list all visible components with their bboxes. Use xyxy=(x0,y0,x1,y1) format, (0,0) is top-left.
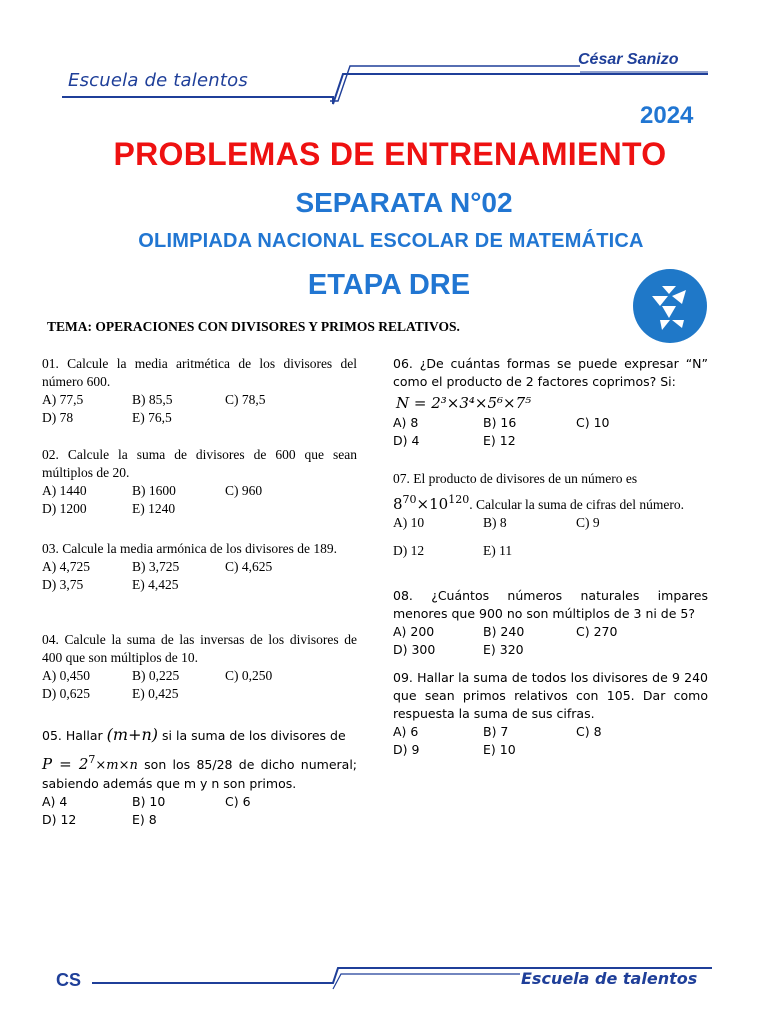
problem-07-statement-a: 07. El producto de divisores de un número es xyxy=(393,471,638,486)
problem-02 xyxy=(42,446,357,518)
problem-05-expr-rest: ×m×n xyxy=(95,758,138,773)
problem-01-statement: 01. Calcule la media aritmética de los divisores del número 600. xyxy=(42,356,357,389)
option-a: A) 4 xyxy=(42,794,68,809)
problem-05 xyxy=(42,726,357,829)
problem-07-text-b: . Calcular la suma de cifras del número. xyxy=(469,497,684,512)
option-c: C) 8 xyxy=(576,724,602,739)
option-e: E) 10 xyxy=(483,742,516,757)
problem-05-text-a: 05. Hallar xyxy=(42,728,103,743)
problem-03-statement: 03. Calcule la media armónica de los divisores de 189. xyxy=(42,541,338,556)
problem-06-statement: 06. ¿De cuántas formas se puede expresar “N” como el producto de 2 factores coprimos? Si: xyxy=(393,356,708,389)
option-a: A) 8 xyxy=(393,415,419,430)
problem-05-expr-p xyxy=(42,755,138,773)
option-c: C) 6 xyxy=(225,794,251,809)
problem-08 xyxy=(393,587,708,659)
brand-header-left: Escuela de talentos xyxy=(68,70,248,91)
option-c: C) 78,5 xyxy=(225,392,266,407)
option-a: A) 0,450 xyxy=(42,668,90,683)
footer-brand: Escuela de talentos xyxy=(521,969,698,988)
problem-01-options xyxy=(42,391,357,427)
problem-06 xyxy=(393,355,708,450)
problem-05-expr-exp: 7 xyxy=(88,753,96,766)
option-b: B) 16 xyxy=(483,415,517,430)
option-d: D) 12 xyxy=(42,812,77,827)
problem-05-statement xyxy=(42,726,357,793)
problem-07-options xyxy=(393,514,708,560)
problem-07-statement-b xyxy=(393,491,708,514)
option-e: E) 76,5 xyxy=(132,410,172,425)
problem-05-expr-a: (m+n) xyxy=(106,725,159,744)
option-e: E) 8 xyxy=(132,812,157,827)
problem-05-text-b: si la suma de los divisores de xyxy=(162,728,346,743)
page-title: PROBLEMAS DE ENTRENAMIENTO xyxy=(113,136,667,172)
option-d: D) 0,625 xyxy=(42,686,90,701)
problem-04-options xyxy=(42,667,357,703)
problem-02-options xyxy=(42,482,357,518)
problem-09-options xyxy=(393,723,708,759)
problem-05-options xyxy=(42,793,357,829)
option-b: B) 3,725 xyxy=(132,559,180,574)
problem-07-base-a: 8 xyxy=(393,495,403,513)
option-a: A) 200 xyxy=(393,624,435,639)
problem-06-expr: N = 2³×3⁴×5⁶×7⁵ xyxy=(396,394,532,412)
footer-initials: CS xyxy=(56,970,82,990)
problem-01 xyxy=(42,355,357,427)
subtitle: SEPARATA N°02 xyxy=(295,187,513,218)
option-c: C) 270 xyxy=(576,624,618,639)
stage-title: ETAPA DRE xyxy=(307,269,471,301)
option-e: E) 11 xyxy=(483,543,513,558)
problem-04-statement: 04. Calcule la suma de las inversas de los divisores de 400 que son múltiplos de 10. xyxy=(42,632,357,665)
problem-07-exp-b: 120 xyxy=(448,493,470,506)
problem-05-expr-base: P = 2 xyxy=(42,755,89,773)
option-a: A) 6 xyxy=(393,724,419,739)
option-d: D) 4 xyxy=(393,433,420,448)
problem-06-options xyxy=(393,414,708,450)
option-a: A) 10 xyxy=(393,515,425,530)
option-d: D) 12 xyxy=(393,543,425,558)
topic-line: TEMA: OPERACIONES CON DIVISORES Y PRIMOS RELATIVOS. xyxy=(47,319,460,334)
problem-07-base-b: ×10 xyxy=(416,495,449,513)
option-a: A) 1440 xyxy=(42,483,87,498)
option-a: A) 4,725 xyxy=(42,559,90,574)
problem-07-expr xyxy=(393,495,469,513)
problem-05-text-c: son los 85/28 de dicho numeral; sabiendo además que m y n son primos. xyxy=(42,757,358,791)
option-c: C) 9 xyxy=(576,515,600,530)
option-c: C) 4,625 xyxy=(225,559,273,574)
option-e: E) 4,425 xyxy=(132,577,179,592)
problem-09 xyxy=(393,669,708,759)
problem-09-statement: 09. Hallar la suma de todos los divisores de 9 240 que sean primos relativos con 105. Dar como respuesta la suma de sus cifras. xyxy=(393,670,708,721)
option-e: E) 1240 xyxy=(132,501,176,516)
option-d: D) 1200 xyxy=(42,501,87,516)
option-e: E) 12 xyxy=(483,433,516,448)
option-b: B) 0,225 xyxy=(132,668,180,683)
problem-07 xyxy=(393,470,708,560)
option-b: B) 240 xyxy=(483,624,525,639)
problem-08-statement: 08. ¿Cuántos números naturales impares menores que 900 no son múltiplos de 3 ni de 5? xyxy=(393,588,708,621)
year: 2024 xyxy=(640,102,694,129)
option-d: D) 300 xyxy=(393,642,436,657)
problem-02-statement: 02. Calcule la suma de divisores de 600 que sean múltiplos de 20. xyxy=(42,447,357,480)
option-b: B) 7 xyxy=(483,724,509,739)
problem-07-exp-a: 70 xyxy=(402,493,417,506)
problem-08-options xyxy=(393,623,708,659)
option-e: E) 0,425 xyxy=(132,686,179,701)
option-b: B) 10 xyxy=(132,794,166,809)
option-a: A) 77,5 xyxy=(42,392,84,407)
option-b: B) 8 xyxy=(483,515,507,530)
option-c: C) 10 xyxy=(576,415,610,430)
option-d: D) 78 xyxy=(42,410,74,425)
option-b: B) 85,5 xyxy=(132,392,173,407)
option-d: D) 9 xyxy=(393,742,420,757)
option-b: B) 1600 xyxy=(132,483,176,498)
problem-04 xyxy=(42,631,357,703)
option-e: E) 320 xyxy=(483,642,524,657)
geometric-figure-logo-icon xyxy=(632,268,708,344)
option-d: D) 3,75 xyxy=(42,577,84,592)
option-c: C) 0,250 xyxy=(225,668,273,683)
author-name: César Sanizo xyxy=(578,51,679,68)
option-c: C) 960 xyxy=(225,483,263,498)
olympiad-name: OLIMPIADA NACIONAL ESCOLAR DE MATEMÁTICA xyxy=(138,230,644,252)
problem-03-options xyxy=(42,558,357,594)
problem-03 xyxy=(42,540,357,594)
